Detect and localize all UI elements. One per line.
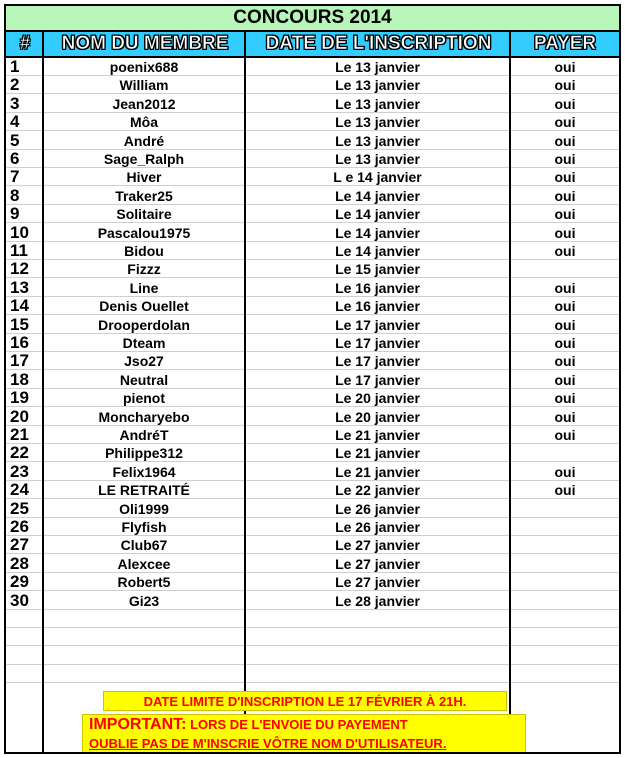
payment-status: oui — [554, 59, 576, 75]
row-number: 18 — [10, 370, 29, 389]
sheet-title: CONCOURS 2014 — [6, 6, 619, 32]
member-name: Line — [129, 279, 159, 296]
row-number: 26 — [10, 518, 29, 536]
registration-date: Le 13 janvier — [335, 132, 420, 149]
empty-row — [6, 610, 619, 628]
row-number: 17 — [10, 352, 29, 371]
table-row — [6, 316, 619, 334]
table-row — [6, 260, 619, 278]
payment-status: oui — [554, 114, 576, 131]
row-number: 15 — [10, 315, 29, 334]
registration-date: Le 20 janvier — [335, 408, 420, 425]
registration-date: Le 13 janvier — [335, 114, 420, 131]
row-number: 28 — [10, 554, 29, 573]
payment-status: oui — [554, 316, 576, 333]
row-number: 6 — [10, 150, 20, 168]
member-name: Flyfish — [121, 519, 167, 535]
registration-date: Le 28 janvier — [335, 592, 420, 609]
table-row — [6, 555, 619, 573]
member-name: Traker25 — [115, 187, 173, 204]
member-name: William — [119, 77, 169, 94]
registration-date: Le 14 janvier — [335, 224, 420, 241]
spreadsheet — [4, 4, 621, 754]
row-number: 13 — [10, 278, 29, 297]
member-name: LE RETRAITÉ — [98, 482, 190, 499]
member-name: poenix688 — [109, 59, 179, 75]
row-number: 27 — [10, 536, 29, 555]
payment-status — [511, 536, 619, 554]
payment-status — [511, 573, 619, 591]
payment-status — [511, 500, 619, 518]
member-name: Jso27 — [124, 353, 164, 370]
registration-date: Le 14 janvier — [335, 187, 420, 204]
registration-date: Le 17 janvier — [335, 316, 420, 333]
member-name: André — [123, 132, 165, 149]
registration-date: Le 27 janvier — [335, 574, 420, 591]
payment-status: oui — [554, 151, 576, 167]
row-number: 29 — [10, 573, 29, 592]
registration-date: Le 13 janvier — [335, 151, 420, 167]
table-row — [6, 481, 619, 499]
important-notice — [82, 714, 526, 754]
registration-date: Le 13 janvier — [335, 59, 420, 75]
empty-row — [6, 628, 619, 646]
registration-date: Le 17 janvier — [335, 371, 420, 388]
table-row — [6, 352, 619, 370]
registration-date: Le 13 janvier — [335, 95, 420, 112]
table-row — [6, 224, 619, 242]
member-name: Drooperdolan — [98, 316, 190, 333]
registration-date: Le 15 janvier — [335, 261, 420, 278]
registration-date: L e 14 janvier — [333, 169, 422, 186]
payment-status: oui — [554, 243, 576, 259]
table-row — [6, 95, 619, 113]
member-name: Bidou — [124, 243, 164, 259]
table-row — [6, 279, 619, 297]
header-name: NOM DU MEMBRE — [61, 33, 229, 54]
member-name: Solitaire — [116, 206, 172, 223]
registration-date: Le 20 janvier — [335, 390, 420, 407]
member-name: AndréT — [119, 427, 169, 443]
member-name: Alexcee — [117, 555, 171, 572]
table-row — [6, 536, 619, 554]
member-name: Robert5 — [117, 574, 171, 591]
payment-status: oui — [554, 206, 576, 223]
payment-status: oui — [554, 463, 576, 480]
registration-date: Le 21 janvier — [335, 427, 420, 443]
registration-date: Le 14 janvier — [335, 243, 420, 259]
table-row — [6, 444, 619, 462]
member-name: Sage_Ralph — [103, 151, 185, 167]
payment-status: oui — [554, 224, 576, 241]
payment-status — [511, 555, 619, 573]
payment-status: oui — [554, 482, 576, 499]
row-number: 12 — [10, 260, 29, 279]
payment-status: oui — [554, 353, 576, 370]
row-number: 23 — [10, 462, 29, 481]
payment-status: oui — [554, 187, 576, 204]
table-row — [6, 408, 619, 426]
table-row — [6, 150, 619, 168]
row-number: 8 — [10, 186, 20, 205]
payment-status: oui — [554, 169, 576, 186]
table-row — [6, 389, 619, 407]
table-row — [6, 205, 619, 223]
row-number: 25 — [10, 499, 29, 518]
payment-status: oui — [554, 371, 576, 388]
registration-date: Le 14 janvier — [335, 206, 420, 223]
table-row — [6, 113, 619, 131]
member-name: Pascalou1975 — [97, 224, 191, 241]
member-name: Denis Ouellet — [99, 298, 189, 315]
row-number: 16 — [10, 334, 29, 352]
table-row — [6, 463, 619, 481]
registration-date: Le 16 janvier — [335, 279, 420, 296]
payment-status: oui — [554, 132, 576, 149]
registration-date: Le 26 janvier — [335, 519, 420, 535]
member-name: Dteam — [122, 335, 166, 351]
registration-date: Le 17 janvier — [335, 335, 420, 351]
column-divider — [42, 32, 44, 754]
payment-status: oui — [554, 279, 576, 296]
registration-date: Le 13 janvier — [335, 77, 420, 94]
row-number: 10 — [10, 223, 29, 242]
registration-date: Le 16 janvier — [335, 298, 420, 315]
table-row — [6, 334, 619, 352]
row-number: 7 — [10, 168, 20, 187]
header-row — [6, 32, 619, 58]
column-divider — [244, 32, 246, 754]
registration-date: Le 21 janvier — [335, 463, 420, 480]
payment-status: oui — [554, 427, 576, 443]
table-row — [6, 426, 619, 444]
row-number: 20 — [10, 407, 29, 426]
table-row — [6, 132, 619, 150]
registration-date: Le 22 janvier — [335, 482, 420, 499]
table-row — [6, 297, 619, 315]
payment-status: oui — [554, 298, 576, 315]
table-row — [6, 168, 619, 186]
table-row — [6, 187, 619, 205]
payment-status: oui — [554, 77, 576, 94]
row-number: 14 — [10, 297, 29, 316]
table-row — [6, 58, 619, 76]
member-name: Felix1964 — [112, 463, 176, 480]
payment-status — [511, 260, 619, 278]
member-name: Fizzz — [127, 261, 161, 278]
table-row — [6, 371, 619, 389]
member-name: Jean2012 — [112, 95, 176, 112]
row-number: 19 — [10, 389, 29, 408]
member-name: Oli1999 — [119, 500, 169, 517]
table-row — [6, 592, 619, 610]
table-row — [6, 76, 619, 94]
payment-status: oui — [554, 95, 576, 112]
member-name: Philippe312 — [105, 445, 183, 462]
important-label: IMPORTANT: — [89, 716, 187, 733]
registration-date: Le 21 janvier — [335, 445, 420, 462]
header-num: # — [19, 33, 31, 54]
member-name: Gi23 — [128, 592, 160, 609]
payment-status — [511, 592, 619, 610]
table-row — [6, 573, 619, 591]
table-row — [6, 518, 619, 536]
registration-date: Le 26 janvier — [335, 500, 420, 517]
registration-date: Le 27 janvier — [335, 537, 420, 554]
row-number: 1 — [10, 58, 20, 76]
row-number: 21 — [10, 426, 29, 444]
member-name: Club67 — [120, 537, 168, 554]
member-name: Moncharyebo — [98, 408, 190, 425]
member-name: Hiver — [126, 169, 162, 186]
empty-row — [6, 647, 619, 665]
row-number: 30 — [10, 591, 29, 610]
member-name: Neutral — [119, 371, 169, 388]
member-name: Môa — [130, 114, 158, 131]
payment-status: oui — [554, 335, 576, 351]
header-pay: PAYER — [533, 33, 597, 54]
deadline-notice: DATE LIMITE D'INSCRIPTION LE 17 FÉVRIER À 21H. — [103, 691, 507, 711]
table-row — [6, 500, 619, 518]
empty-row — [6, 665, 619, 683]
payment-status: oui — [554, 390, 576, 407]
row-number: 22 — [10, 444, 29, 463]
column-divider — [509, 32, 511, 754]
registration-date: Le 17 janvier — [335, 353, 420, 370]
registration-date: Le 27 janvier — [335, 555, 420, 572]
row-number: 4 — [10, 113, 20, 132]
row-number: 2 — [10, 76, 20, 95]
important-line1: LORS DE L'ENVOIE DU PAYEMENT — [186, 717, 408, 732]
member-name: pienot — [123, 390, 165, 407]
row-number: 5 — [10, 131, 20, 150]
row-number: 24 — [10, 481, 29, 500]
table-body — [6, 58, 619, 754]
row-number: 11 — [10, 242, 28, 260]
header-date: DATE DE L'INSCRIPTION — [265, 33, 492, 54]
table-row — [6, 242, 619, 260]
row-number: 3 — [10, 94, 20, 113]
row-number: 9 — [10, 205, 20, 224]
payment-status — [511, 444, 619, 462]
payment-status — [511, 518, 619, 536]
important-line2: OUBLIE PAS DE M'INSCRIE VÔTRE NOM D'UTILISATEUR. — [89, 736, 447, 751]
payment-status: oui — [554, 408, 576, 425]
